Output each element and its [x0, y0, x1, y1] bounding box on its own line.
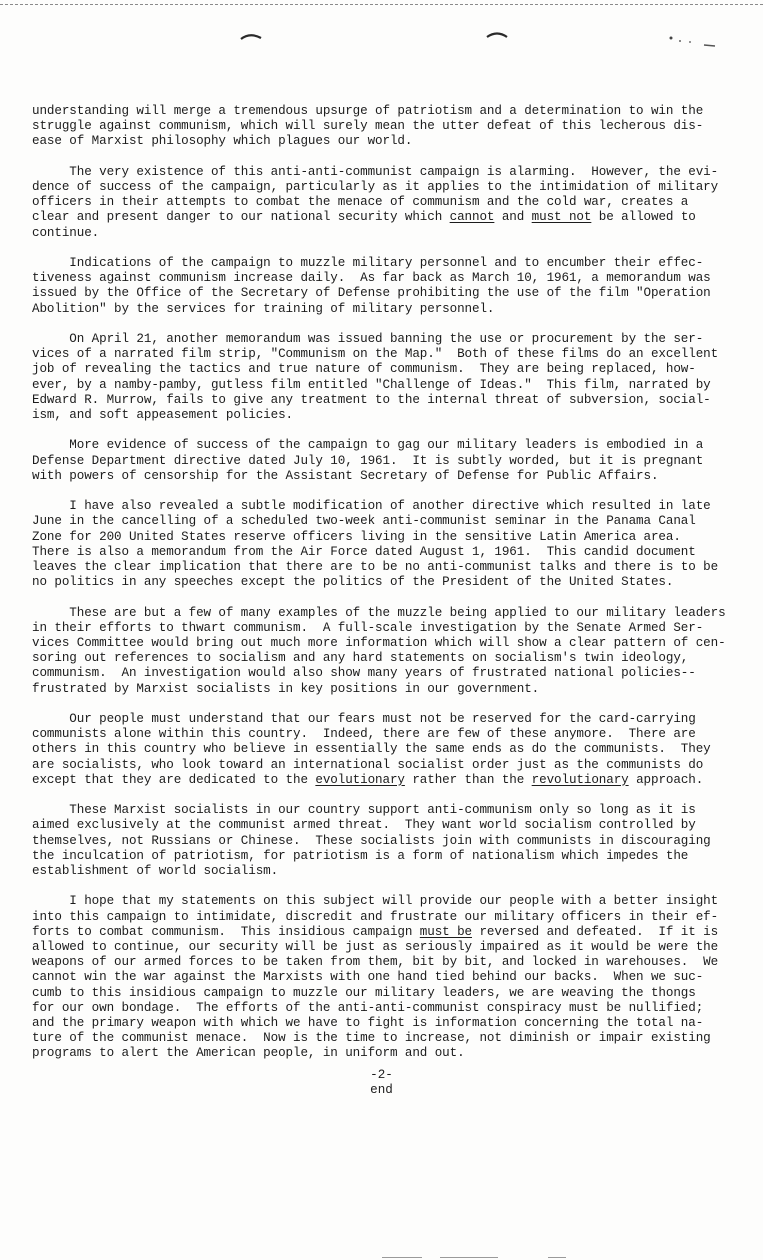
text-line: in their efforts to thwart communism. A full-scale investigation by the Senate Armed Ser-: [32, 620, 704, 635]
text-line: officers in their attempts to combat the menace of communism and the cold war, creates a: [32, 195, 689, 210]
paragraph: [32, 894, 732, 1061]
text-line: frustrated by Marxist socialists in key positions in our government.: [32, 681, 540, 696]
text-line: ease of Marxist philosophy which plagues our world.: [32, 134, 413, 149]
text-line: understanding will merge a tremendous upsurge of patriotism and a determination to win the: [32, 104, 704, 118]
text-line: vices Committee would bring out much more information which will show a clear pattern of cen-: [32, 636, 726, 651]
paragraph: [32, 165, 732, 241]
text-line: I have also revealed a subtle modification of another directive which resulted in late: [32, 499, 711, 514]
text-line: Abolition" by the services for training of military personnel.: [32, 301, 495, 316]
text-line: establishment of world socialism.: [32, 864, 279, 879]
scan-line: [382, 1257, 422, 1258]
text-line: clear and present danger to our national security which cannot and must not be allowed to: [32, 210, 696, 225]
text-line: tiveness against communism increase daily. As far back as March 10, 1961, a memorandum was: [32, 271, 711, 286]
text-line: with powers of censorship for the Assistant Secretary of Defense for Public Affairs.: [32, 468, 659, 483]
text-line: are socialists, who look toward an international socialist order just as the communists do: [32, 757, 704, 772]
text-line: Defense Department directive dated July 10, 1961. It is subtly worded, but it is pregnant: [32, 453, 704, 468]
underlined-text: must be: [419, 924, 472, 939]
scan-line: [440, 1257, 498, 1258]
perforated-edge: [0, 4, 763, 5]
underlined-text: evolutionary: [315, 772, 405, 787]
text-line: themselves, not Russians or Chinese. These socialists join with communists in discouraging: [32, 833, 711, 848]
text-line: except that they are dedicated to the evolutionary rather than the revolutionary approach.: [32, 772, 704, 787]
text-line: issued by the Office of the Secretary of Defense prohibiting the use of the film "Operation: [32, 286, 711, 301]
text-line: vices of a narrated film strip, "Communism on the Map." Both of these films do an excellent: [32, 347, 719, 362]
paragraph: [32, 332, 732, 423]
text-line: aimed exclusively at the communist armed threat. They want world socialism controlled by: [32, 818, 696, 833]
page-number: -2-: [370, 1068, 393, 1082]
text-line: allowed to continue, our security will be just as seriously impaired as it would be were the: [32, 940, 719, 955]
text-line: Edward R. Murrow, fails to give any treatment to the internal threat of subversion, social-: [32, 392, 711, 407]
text-line: soring out references to socialism and any hard statements on socialism's twin ideology,: [32, 651, 689, 666]
underlined-text: revolutionary: [531, 772, 629, 787]
paragraph: [32, 438, 732, 484]
text-line: ture of the communist menace. Now is the time to increase, not diminish or impair existing: [32, 1031, 711, 1046]
text-line: communism. An investigation would also show many years of frustrated national policies--: [32, 666, 696, 681]
scan-specks-icon: [668, 36, 718, 48]
scan-line: [548, 1257, 566, 1258]
top-mark-icon: [240, 33, 262, 41]
text-line: communists alone within this country. Indeed, there are few of these anymore. There are: [32, 727, 696, 742]
text-line: continue.: [32, 225, 100, 240]
top-mark-icon: [486, 31, 508, 39]
text-line: cannot win the war against the Marxists with one hand tied behind our backs. When we suc-: [32, 970, 704, 985]
text-line: forts to combat communism. This insidious campaign must be reversed and defeated. If it is: [32, 924, 719, 939]
text-line: These are but a few of many examples of the muzzle being applied to our military leaders: [32, 605, 726, 620]
underlined-text: cannot: [449, 210, 495, 225]
text-line: into this campaign to intimidate, discredit and frustrate our military officers in their ef-: [32, 909, 719, 924]
paragraph: [32, 256, 732, 317]
text-line: struggle against communism, which will surely mean the utter defeat of this lecherous dis-: [32, 119, 704, 134]
text-line: cumb to this insidious campaign to muzzle our military leaders, we are weaving the thongs: [32, 985, 696, 1000]
end-marker: end: [370, 1083, 393, 1097]
text-line: These Marxist socialists in our country support anti-communism only so long as it is: [32, 803, 696, 818]
paragraph: [32, 499, 732, 590]
text-line: others in this country who believe in essentially the same ends as do the communists. They: [32, 742, 711, 757]
text-line: Zone for 200 United States reserve officers living in the sensitive Latin America area.: [32, 529, 681, 544]
text-line: for our own bondage. The efforts of the anti-anti-communist conspiracy must be nullified;: [32, 1000, 704, 1015]
text-line: leaves the clear implication that there are to be no anti-communist talks and there is to be: [32, 560, 719, 575]
paragraph: [32, 606, 732, 697]
text-line: ever, by a namby-pamby, gutless film entitled "Challenge of Ideas." This film, narrated by: [32, 377, 711, 392]
underlined-text: must not: [531, 210, 592, 225]
text-line: job of revealing the tactics and true nature of communism. They are being replaced, how-: [32, 362, 696, 377]
paragraph: [32, 712, 732, 788]
text-line: On April 21, another memorandum was issued banning the use or procurement by the ser-: [32, 332, 704, 346]
paragraph: [32, 803, 732, 879]
text-line: Our people must understand that our fears must not be reserved for the card-carrying: [32, 712, 696, 727]
text-line: I hope that my statements on this subject will provide our people with a better insight: [32, 894, 719, 909]
text-line: ism, and soft appeasement policies.: [32, 408, 294, 423]
text-line: the inculcation of patriotism, for patriotism is a form of nationalism which impedes the: [32, 848, 689, 863]
text-line: and the primary weapon with which we have to fight is information concerning the total na-: [32, 1016, 704, 1031]
text-line: More evidence of success of the campaign to gag our military leaders is embodied in a: [32, 438, 704, 453]
text-line: programs to alert the American people, in uniform and out.: [32, 1046, 465, 1061]
letter-body: [32, 104, 732, 1062]
text-line: no politics in any speeches except the politics of the President of the United States.: [32, 575, 674, 590]
paragraph: [32, 104, 732, 150]
text-line: The very existence of this anti-anti-communist campaign is alarming. However, the evi-: [32, 164, 719, 179]
text-line: There is also a memorandum from the Air Force dated August 1, 1961. This candid document: [32, 544, 696, 559]
text-line: Indications of the campaign to muzzle military personnel and to encumber their effec-: [32, 256, 704, 270]
text-line: dence of success of the campaign, particularly as it applies to the intimidation of military: [32, 180, 719, 194]
text-line: weapons of our armed forces to be taken from them, bit by bit, and locked in warehouses. We: [32, 955, 719, 970]
text-line: June in the cancelling of a scheduled two-week anti-communist seminar in the Panama Canal: [32, 514, 696, 529]
